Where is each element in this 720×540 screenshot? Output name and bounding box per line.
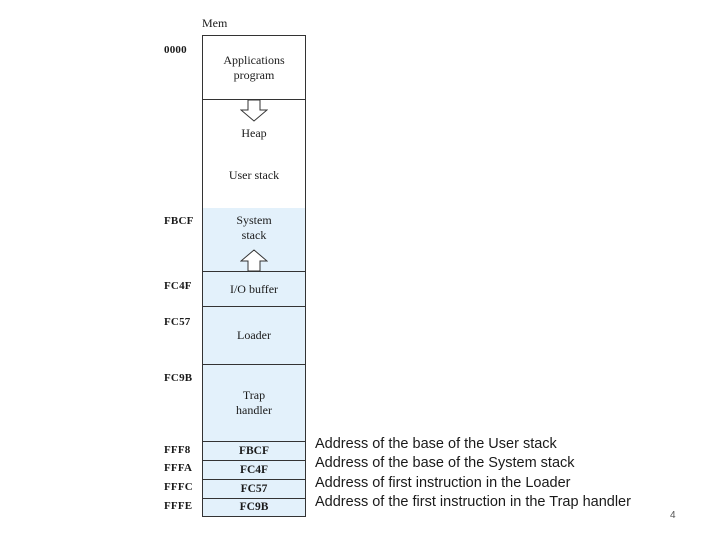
- vector-value-fffa: FC4F: [239, 463, 269, 476]
- vector-value-fffc: FC57: [240, 482, 268, 495]
- system-stack-label: System stack: [236, 213, 272, 242]
- vector-value-fff8: FBCF: [238, 444, 270, 457]
- annotation-system-stack-base: Address of the base of the System stack: [315, 455, 575, 471]
- heap-growth-down-arrow-icon: [240, 100, 268, 122]
- trap-handler-region: [203, 365, 305, 442]
- heap-label: Heap: [241, 126, 267, 140]
- vector-cell-fff8: [203, 442, 305, 461]
- vector-cell-fffe: [203, 499, 305, 516]
- address-label-fc9b: FC9B: [164, 372, 193, 384]
- vector-cell-fffc: [203, 480, 305, 499]
- annotation-loader-first-instruction: Address of first instruction in the Loader: [315, 475, 571, 491]
- memory-title: Mem: [202, 16, 228, 30]
- address-label-fffe: FFFE: [164, 500, 193, 512]
- address-label-fc4f: FC4F: [164, 280, 192, 292]
- system-stack-growth-up-arrow-icon: [240, 249, 268, 271]
- address-label-fffc: FFFC: [164, 481, 193, 493]
- applications-program-region: [203, 36, 305, 100]
- address-label-fffa: FFFA: [164, 462, 193, 474]
- address-label-0000: 0000: [164, 44, 187, 56]
- io-buffer-label: I/O buffer: [229, 281, 279, 296]
- annotation-trap-handler-first-instruction: Address of the first instruction in the Trap handler: [315, 494, 631, 510]
- vector-cell-fffa: [203, 461, 305, 480]
- address-label-fbcf: FBCF: [164, 215, 194, 227]
- page-number: 4: [670, 510, 676, 521]
- applications-program-label: Applications program: [223, 52, 285, 82]
- loader-label: Loader: [237, 328, 271, 342]
- vector-value-fffe: FC9B: [239, 501, 269, 513]
- loader-region: [203, 307, 305, 365]
- address-label-fff8: FFF8: [164, 444, 191, 456]
- address-label-fc57: FC57: [164, 316, 191, 328]
- user-stack-label: User stack: [228, 168, 280, 182]
- io-buffer-region: [203, 272, 305, 307]
- annotation-user-stack-base: Address of the base of the User stack: [315, 436, 557, 452]
- trap-handler-label: Trap handler: [236, 388, 272, 417]
- memory-map-column: [202, 35, 306, 517]
